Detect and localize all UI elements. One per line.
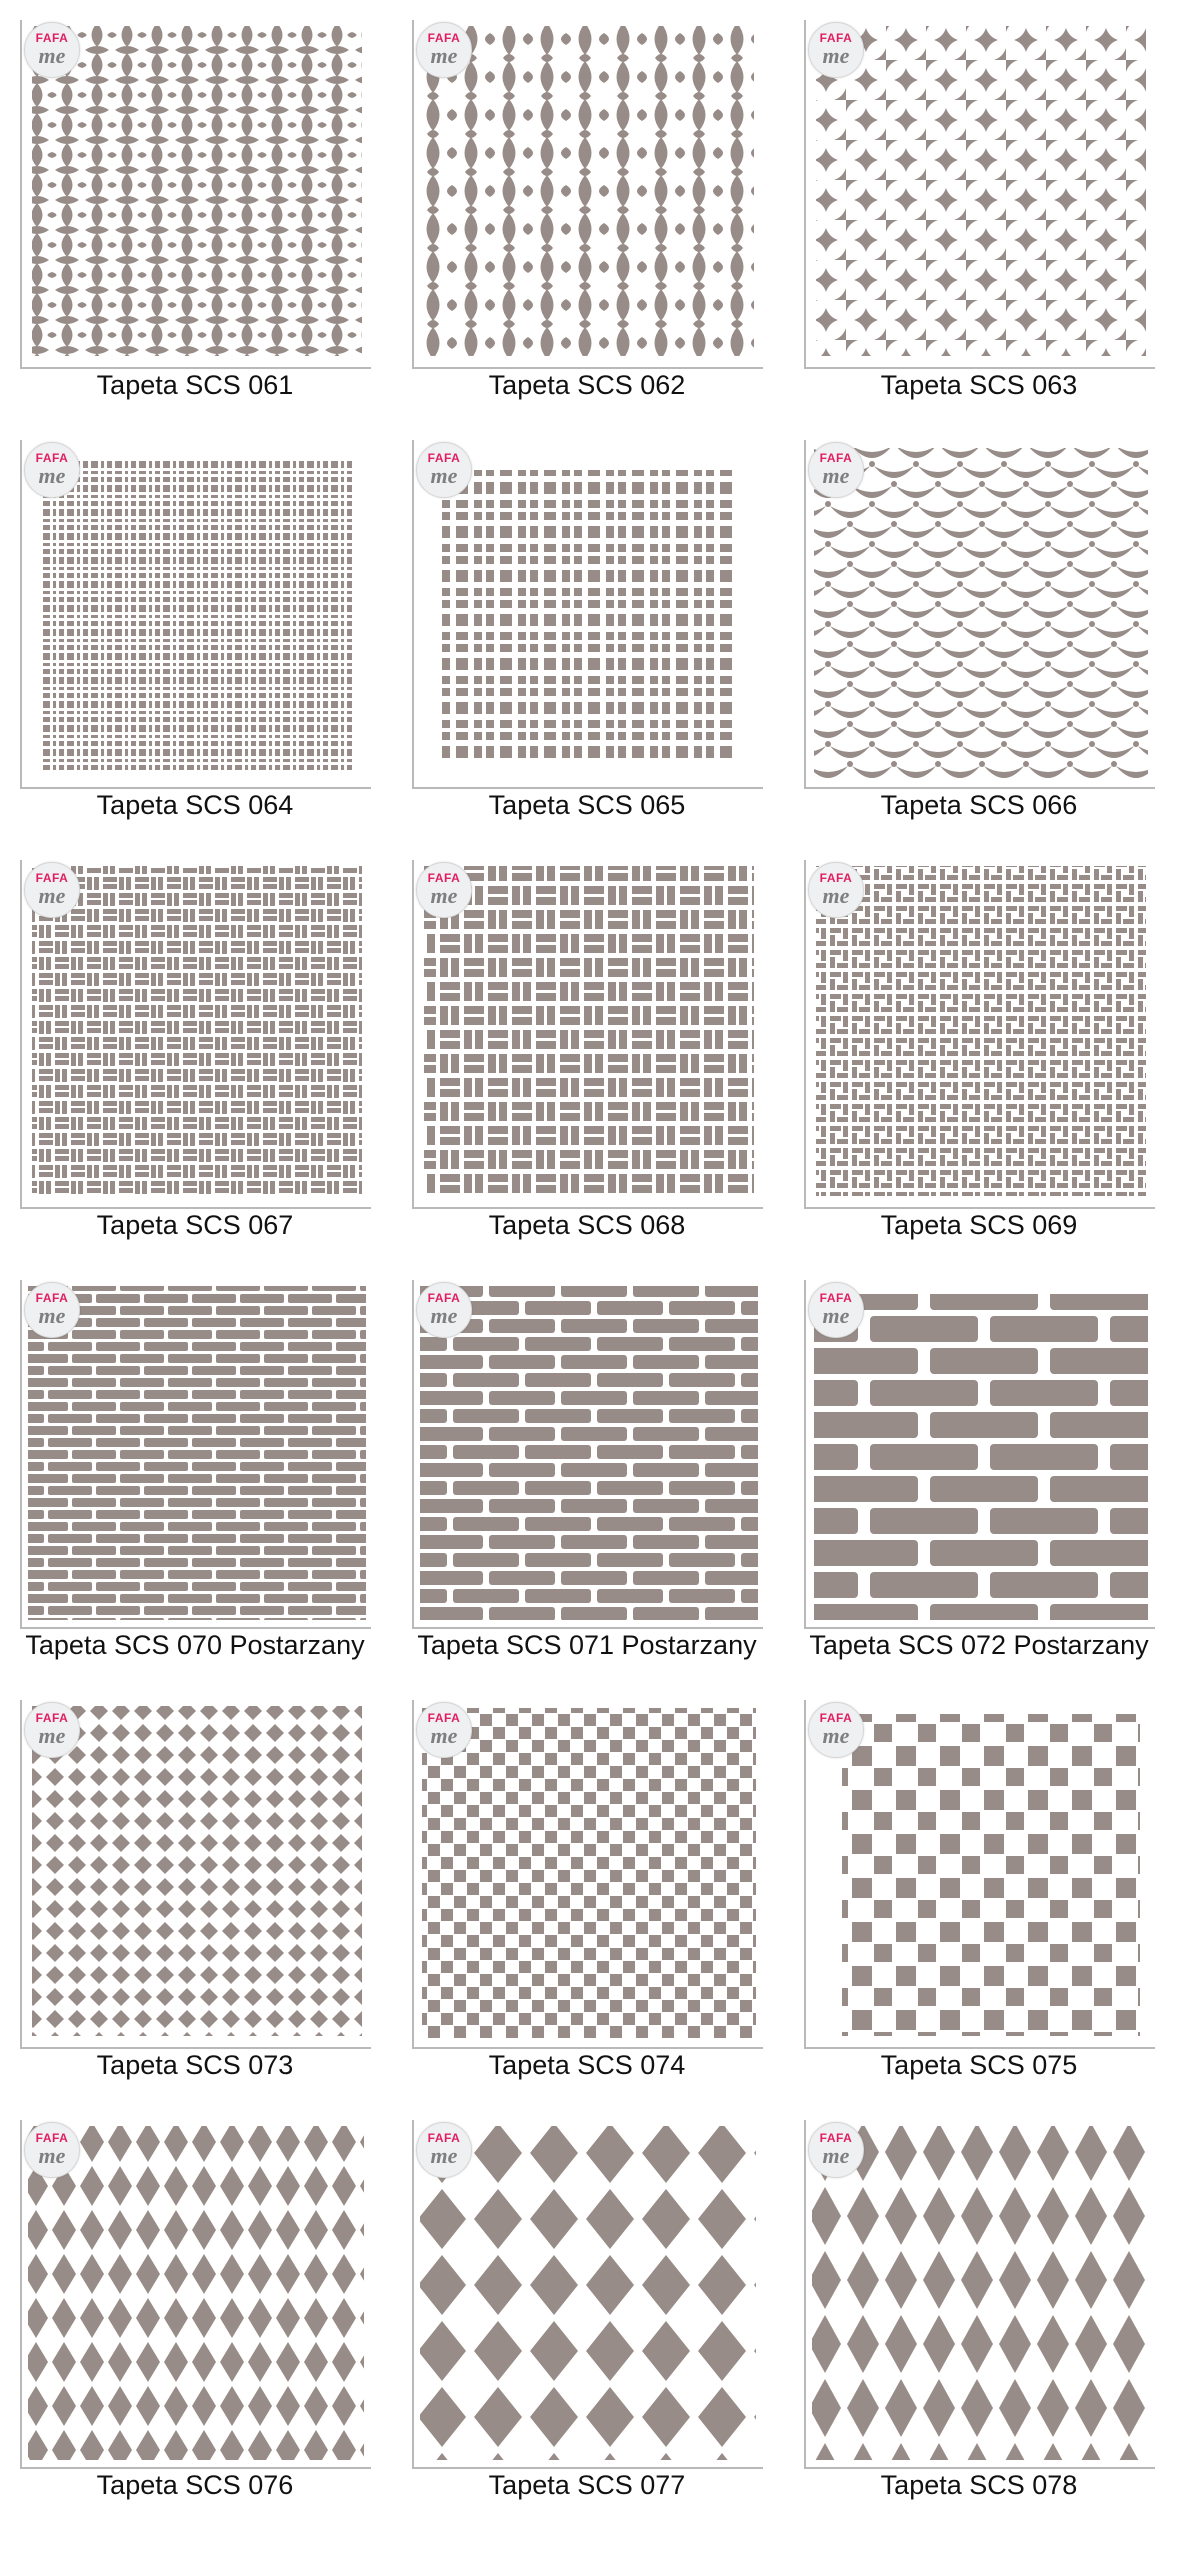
logo-text-bottom: me	[430, 43, 458, 68]
fafame-logo	[24, 862, 80, 918]
logo-text-bottom: me	[430, 2143, 458, 2168]
pattern-thumbnail[interactable]	[412, 860, 763, 1209]
pattern-thumbnail[interactable]	[20, 2120, 371, 2469]
pattern-thumbnail[interactable]	[20, 860, 371, 1209]
product-title[interactable]: Tapeta SCS 069	[880, 1210, 1078, 1240]
fafame-logo	[808, 22, 864, 78]
product-title[interactable]: Tapeta SCS 073	[96, 2050, 294, 2080]
pattern-harlequin-medium	[806, 2120, 1155, 2467]
product-card[interactable]	[804, 1280, 1154, 1700]
product-card[interactable]	[804, 2120, 1154, 2540]
logo-text-top: FAFA	[819, 1291, 853, 1305]
product-title[interactable]: Tapeta SCS 064	[96, 790, 294, 820]
logo-text-bottom: me	[430, 463, 458, 488]
product-title[interactable]: Tapeta SCS 070 Postarzany	[25, 1630, 365, 1660]
product-title[interactable]: Tapeta SCS 063	[880, 370, 1078, 400]
product-title[interactable]: Tapeta SCS 072 Postarzany	[809, 1630, 1149, 1660]
pattern-thumbnail[interactable]	[412, 1280, 763, 1629]
logo-text-bottom: me	[822, 883, 850, 908]
logo-text-top: FAFA	[427, 31, 461, 45]
pattern-diamond-mesh	[22, 1700, 371, 2047]
pattern-thumbnail[interactable]	[804, 440, 1155, 789]
pattern-thumbnail[interactable]	[412, 1700, 763, 2049]
pattern-thumbnail[interactable]	[412, 2120, 763, 2469]
pattern-thumbnail[interactable]	[804, 20, 1155, 369]
logo-text-top: FAFA	[35, 451, 69, 465]
logo-text-bottom: me	[38, 1723, 66, 1748]
product-title[interactable]: Tapeta SCS 062	[488, 370, 686, 400]
pattern-checker-large	[806, 1700, 1155, 2047]
product-card[interactable]	[804, 20, 1154, 440]
product-title[interactable]: Tapeta SCS 067	[96, 1210, 294, 1240]
fafame-logo	[416, 442, 472, 498]
fafame-logo	[416, 2122, 472, 2178]
logo-text-top: FAFA	[427, 2131, 461, 2145]
product-card[interactable]	[20, 860, 370, 1280]
pattern-stars-4point	[806, 20, 1155, 367]
pattern-petal-lattice-dense	[22, 20, 371, 367]
logo-text-bottom: me	[822, 463, 850, 488]
pattern-thumbnail[interactable]	[20, 440, 371, 789]
logo-text-top: FAFA	[35, 1711, 69, 1725]
product-card[interactable]	[412, 20, 762, 440]
product-title[interactable]: Tapeta SCS 071 Postarzany	[417, 1630, 757, 1660]
pattern-bricks-small	[22, 1280, 371, 1627]
logo-text-top: FAFA	[427, 871, 461, 885]
pattern-thumbnail[interactable]	[804, 860, 1155, 1209]
logo-text-top: FAFA	[819, 31, 853, 45]
logo-text-bottom: me	[38, 43, 66, 68]
pattern-scallop-waves	[806, 440, 1155, 787]
pattern-thumbnail[interactable]	[412, 440, 763, 789]
logo-text-top: FAFA	[427, 1711, 461, 1725]
product-card[interactable]	[412, 440, 762, 860]
fafame-logo	[808, 862, 864, 918]
logo-text-top: FAFA	[819, 2131, 853, 2145]
fafame-logo	[416, 1282, 472, 1338]
logo-text-bottom: me	[822, 1303, 850, 1328]
pattern-bricks-large	[806, 1280, 1155, 1627]
logo-text-top: FAFA	[427, 451, 461, 465]
pattern-thumbnail[interactable]	[804, 1280, 1155, 1629]
pattern-thumbnail[interactable]	[804, 2120, 1155, 2469]
product-card[interactable]	[412, 2120, 762, 2540]
product-title[interactable]: Tapeta SCS 078	[880, 2470, 1078, 2500]
pattern-thumbnail[interactable]	[20, 20, 371, 369]
logo-text-bottom: me	[430, 1303, 458, 1328]
logo-text-top: FAFA	[819, 1711, 853, 1725]
product-card[interactable]	[412, 1280, 762, 1700]
product-title[interactable]: Tapeta SCS 074	[488, 2050, 686, 2080]
pattern-thumbnail[interactable]	[804, 1700, 1155, 2049]
product-card[interactable]	[20, 1700, 370, 2120]
logo-text-bottom: me	[38, 1303, 66, 1328]
logo-text-top: FAFA	[819, 871, 853, 885]
pattern-thumbnail[interactable]	[20, 1280, 371, 1629]
fafame-logo	[24, 1702, 80, 1758]
logo-text-bottom: me	[38, 883, 66, 908]
product-title[interactable]: Tapeta SCS 066	[880, 790, 1078, 820]
logo-text-top: FAFA	[35, 1291, 69, 1305]
fafame-logo	[808, 442, 864, 498]
pattern-bricks-medium	[414, 1280, 763, 1627]
product-title[interactable]: Tapeta SCS 075	[880, 2050, 1078, 2080]
logo-text-bottom: me	[822, 2143, 850, 2168]
product-title[interactable]: Tapeta SCS 076	[96, 2470, 294, 2500]
pattern-basketweave-small	[22, 860, 371, 1207]
logo-text-top: FAFA	[819, 451, 853, 465]
logo-text-bottom: me	[822, 1723, 850, 1748]
pattern-checker-small	[414, 1700, 763, 2047]
product-title[interactable]: Tapeta SCS 077	[488, 2470, 686, 2500]
logo-text-bottom: me	[38, 2143, 66, 2168]
pattern-thumbnail[interactable]	[412, 20, 763, 369]
product-title[interactable]: Tapeta SCS 065	[488, 790, 686, 820]
fafame-logo	[24, 2122, 80, 2178]
pattern-harlequin-large	[414, 2120, 763, 2467]
pattern-plaid-fine	[22, 440, 371, 787]
product-card[interactable]	[412, 860, 762, 1280]
product-card[interactable]	[20, 1280, 370, 1700]
product-title[interactable]: Tapeta SCS 061	[96, 370, 294, 400]
pattern-thumbnail[interactable]	[20, 1700, 371, 2049]
pattern-plaid-bold	[414, 440, 763, 787]
fafame-logo	[808, 2122, 864, 2178]
product-card[interactable]	[20, 440, 370, 860]
fafame-logo	[24, 442, 80, 498]
fafame-logo	[416, 22, 472, 78]
logo-text-top: FAFA	[35, 871, 69, 885]
logo-text-top: FAFA	[35, 2131, 69, 2145]
pattern-petal-lattice	[414, 20, 763, 367]
fafame-logo	[808, 1702, 864, 1758]
logo-text-top: FAFA	[427, 1291, 461, 1305]
logo-text-bottom: me	[822, 43, 850, 68]
product-card[interactable]	[804, 860, 1154, 1280]
logo-text-bottom: me	[38, 463, 66, 488]
product-card[interactable]	[804, 1700, 1154, 2120]
product-card[interactable]	[804, 440, 1154, 860]
pattern-basketweave-large	[414, 860, 763, 1207]
logo-text-bottom: me	[430, 1723, 458, 1748]
fafame-logo	[416, 862, 472, 918]
product-title[interactable]: Tapeta SCS 068	[488, 1210, 686, 1240]
fafame-logo	[24, 22, 80, 78]
product-card[interactable]	[20, 20, 370, 440]
product-card[interactable]	[412, 1700, 762, 2120]
pattern-harlequin-small	[22, 2120, 371, 2467]
fafame-logo	[808, 1282, 864, 1338]
product-card[interactable]	[20, 2120, 370, 2540]
fafame-logo	[416, 1702, 472, 1758]
logo-text-top: FAFA	[35, 31, 69, 45]
pattern-pinwheel-crosses	[806, 860, 1155, 1207]
logo-text-bottom: me	[430, 883, 458, 908]
fafame-logo	[24, 1282, 80, 1338]
